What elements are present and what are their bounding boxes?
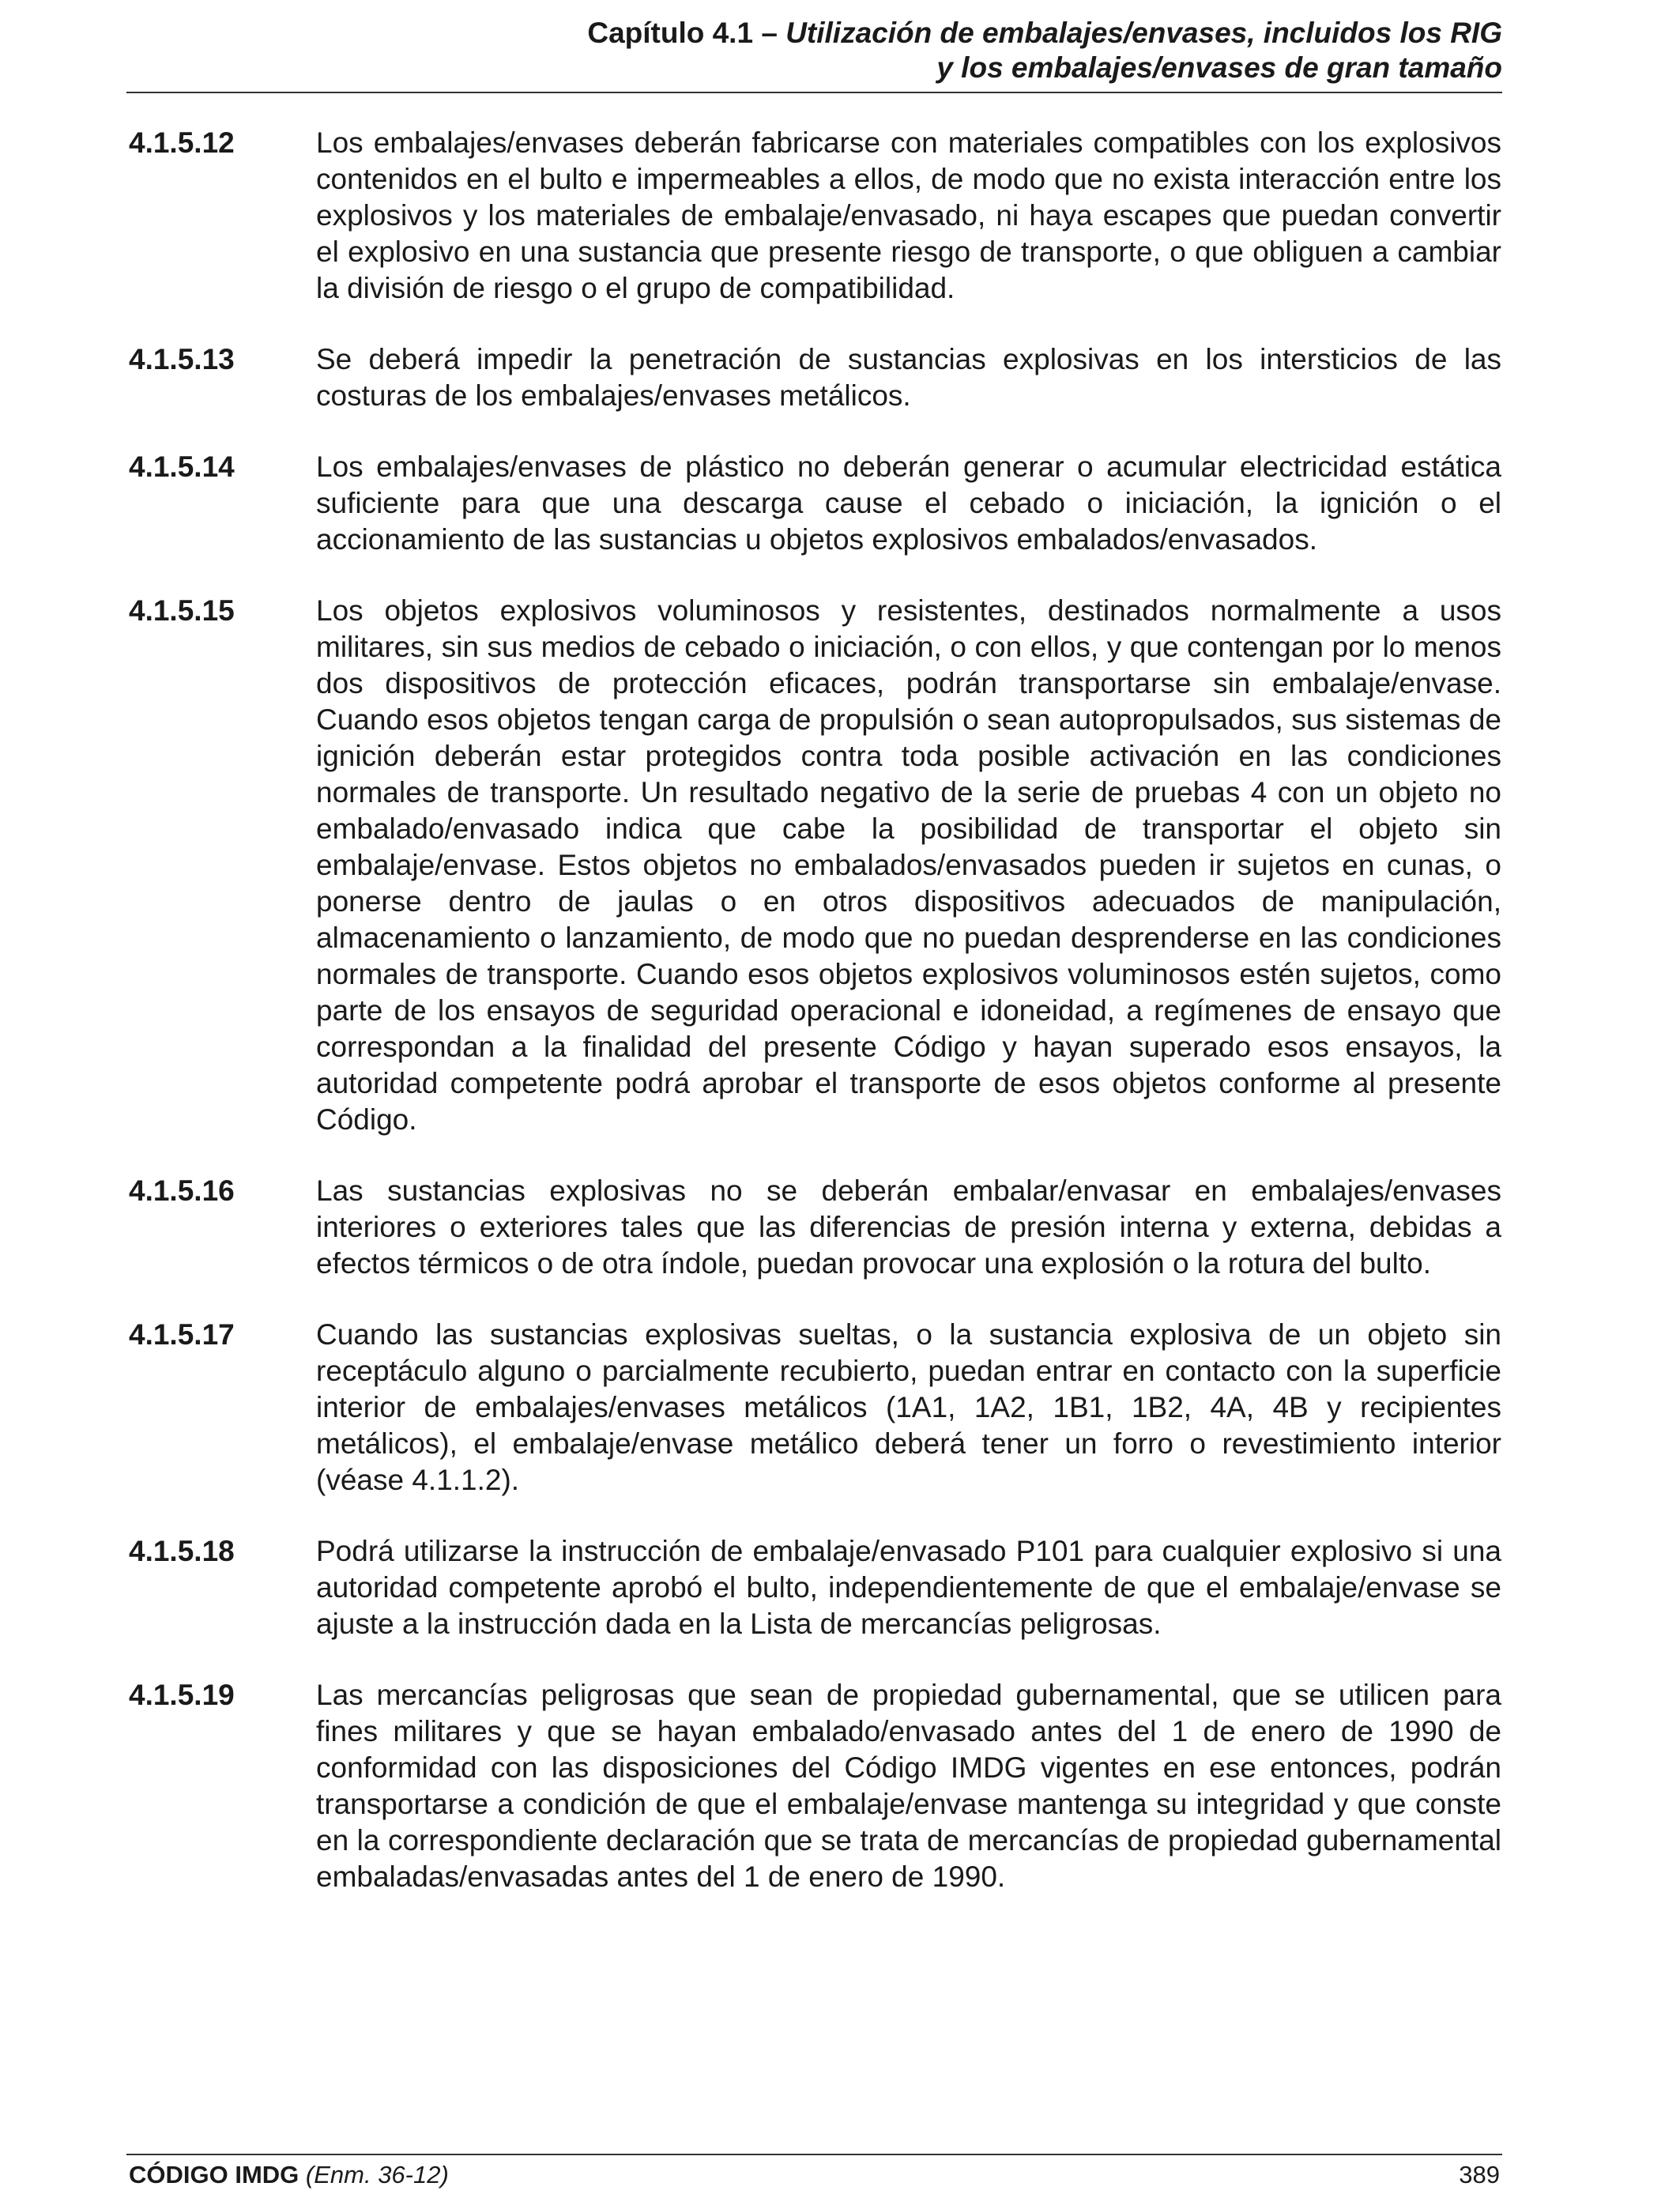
section-4-1-5-13	[129, 341, 1501, 414]
section-number: 4.1.5.13	[129, 343, 235, 375]
section-text: Los objetos explosivos voluminosos y resistentes, destinados normalmente a usos militares, sin sus medios de cebado o iniciación, o con ellos, y que contengan por lo menos dos dispositivos de protección eficaces, podrán transportarse sin embalaje/envase. Cuando esos objetos tengan carga de propulsión o sean autopropulsados, sus sistemas de ignición deberán estar protegidos contra toda posible activación en las condiciones normales de transporte. Un resultado negativo de la serie de pruebas 4 con un objeto no embalado/envasado indica que cabe la posibilidad de transportar el objeto sin embalaje/envase. Estos objetos no embalados/envasados pueden ir sujetos en cunas, o ponerse dentro de jaulas o en otros dispositivos adecuados de manipulación, almacenamiento o lanzamiento, de modo que no puedan desprenderse en las condiciones normales de transporte. Cuando esos objetos explosivos voluminosos estén sujetos, como parte de los ensayos de seguridad operacional e idoneidad, a regímenes de ensayo que correspondan a la finalidad del presente Código y hayan superado esos ensayos, la autoridad competente podrá aprobar el transporte de esos objetos conforme al presente Código.	[316, 594, 1501, 1136]
header-divider	[126, 92, 1502, 93]
page-header	[587, 16, 1502, 85]
chapter-title-line-2: y los embalajes/envases de gran tamaño	[936, 51, 1502, 84]
chapter-title-line-1	[587, 16, 1502, 51]
section-text: Se deberá impedir la penetración de sustancias explosivas en los intersticios de las costuras de los embalajes/envases metálicos.	[316, 343, 1501, 412]
chapter-prefix: Capítulo 4.1 –	[587, 17, 786, 49]
section-number: 4.1.5.15	[129, 594, 235, 627]
section-text: Podrá utilizarse la instrucción de embalaje/envasado P101 para cualquier explosivo si una autoridad competente aprobó el bulto, independientemente de que el embalaje/envase se ajuste a la instrucción dada en la Lista de mercancías peligrosas.	[316, 1535, 1501, 1640]
section-4-1-5-16	[129, 1173, 1501, 1282]
section-4-1-5-15	[129, 593, 1501, 1138]
section-number: 4.1.5.17	[129, 1318, 235, 1351]
section-4-1-5-14	[129, 449, 1501, 558]
section-text: Las mercancías peligrosas que sean de propiedad gubernamental, que se utilicen para fines militares y que se hayan embalado/envasado antes del 1 de enero de 1990 de conformidad con las disposiciones del Código IMDG vigentes en ese entonces, podrán transportarse a condición de que el embalaje/envase mantenga su integridad y que conste en la correspondiente declaración que se trata de mercancías de propiedad gubernamental embaladas/envasadas antes del 1 de enero de 1990.	[316, 1679, 1501, 1893]
section-number: 4.1.5.18	[129, 1535, 235, 1567]
section-text: Cuando las sustancias explosivas sueltas, o la sustancia explosiva de un objeto sin receptáculo alguno o parcialmente recubierto, puedan entrar en contacto con la superficie interior de embalajes/envases metálicos (1A1, 1A2, 1B1, 1B2, 4A, 4B y recipientes metálicos), el embalaje/envase metálico deberá tener un forro o revestimiento interior (véase 4.1.1.2).	[316, 1318, 1501, 1496]
section-number: 4.1.5.12	[129, 126, 235, 159]
section-4-1-5-12	[129, 125, 1501, 307]
footer-code	[129, 2161, 449, 2189]
section-text: Las sustancias explosivas no se deberán embalar/envasar en embalajes/envases interiores o exteriores tales que las diferencias de presión interna y externa, debidas a efectos térmicos o de otra índole, puedan provocar una explosión o la rotura del bulto.	[316, 1174, 1501, 1280]
section-number: 4.1.5.16	[129, 1174, 235, 1207]
amendment: (Enm. 36-12)	[305, 2161, 449, 2188]
chapter-title: Utilización de embalajes/envases, incluidos los RIG	[785, 17, 1502, 49]
section-4-1-5-17	[129, 1317, 1501, 1498]
section-text: Los embalajes/envases deberán fabricarse con materiales compatibles con los explosivos contenidos en el bulto e impermeables a ellos, de modo que no exista interacción entre los explosivos y los materiales de embalaje/envasado, ni haya escapes que puedan convertir el explosivo en una sustancia que presente riesgo de transporte, o que obliguen a cambiar la división de riesgo o el grupo de compatibilidad.	[316, 126, 1501, 304]
section-4-1-5-19	[129, 1677, 1501, 1895]
section-text: Los embalajes/envases de plástico no deberán generar o acumular electricidad estática suficiente para que una descarga cause el cebado o iniciación, la ignición o el accionamiento de las sustancias u objetos explosivos embalados/envasados.	[316, 450, 1501, 556]
section-number: 4.1.5.19	[129, 1679, 235, 1711]
section-number: 4.1.5.14	[129, 450, 235, 483]
footer-divider	[126, 2154, 1502, 2155]
section-4-1-5-18	[129, 1533, 1501, 1642]
page-number: 389	[1459, 2161, 1500, 2188]
document-body	[129, 125, 1501, 1930]
code-name: CÓDIGO IMDG	[129, 2161, 299, 2188]
